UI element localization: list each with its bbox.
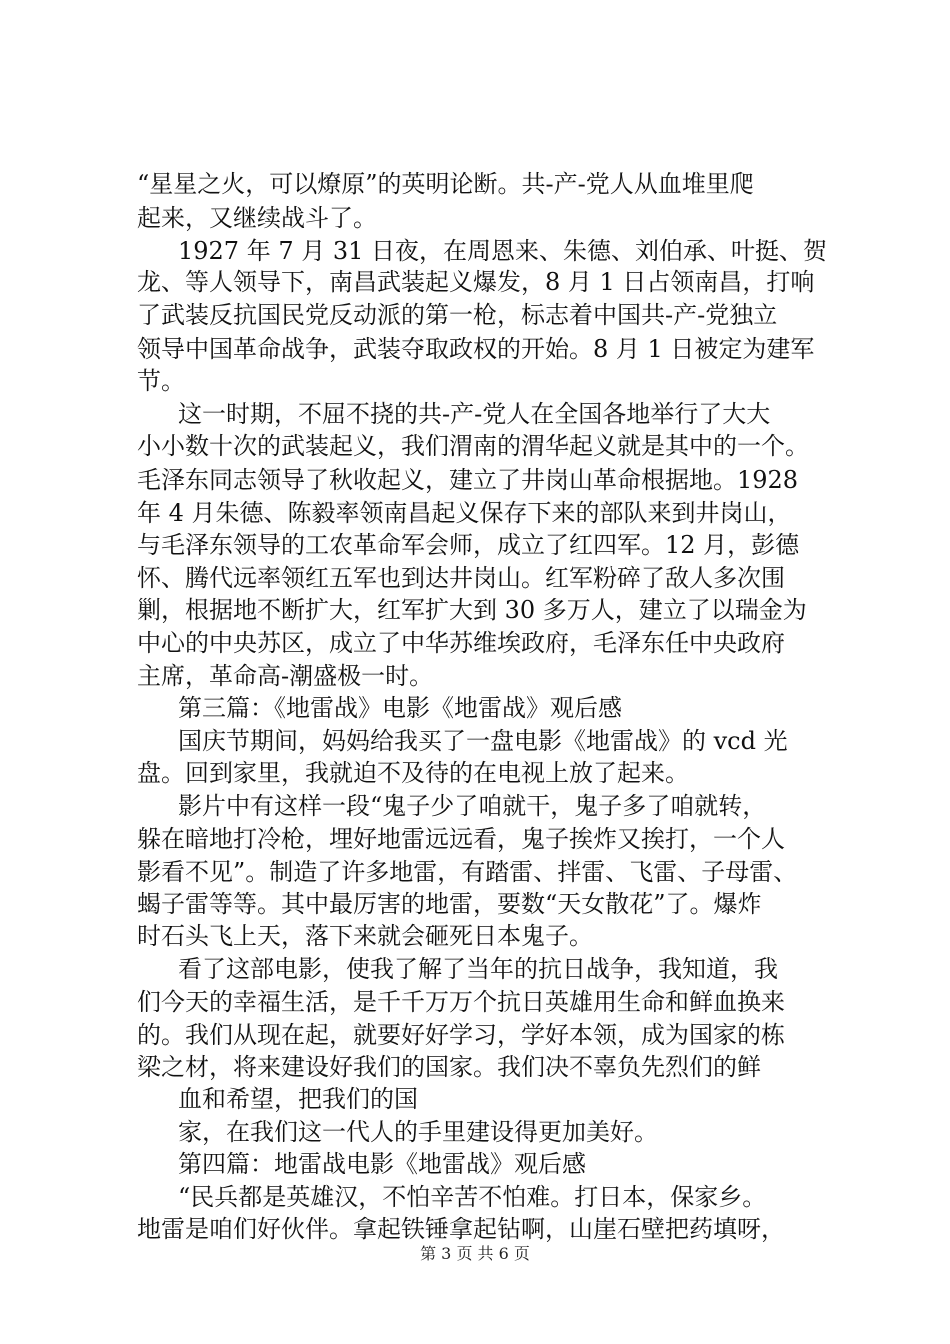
body-text-line: 中心的中央苏区，成立了中华苏维埃政府，毛泽东任中央政府	[137, 629, 785, 657]
body-text-line: 影片中有这样一段“鬼子少了咱就干，鬼子多了咱就转，	[178, 792, 767, 820]
body-text-line: 与毛泽东领导的工农革命军会师，成立了红四军。12 月，彭德	[137, 531, 800, 559]
body-text-line: 看了这部电影，使我了解了当年的抗日战争，我知道，我	[178, 955, 778, 983]
body-text-line: 影看不见”。制造了许多地雷，有踏雷、拌雷、飞雷、子母雷、	[137, 858, 798, 886]
body-text-line: 了武装反抗国民党反动派的第一枪，标志着中国共-产-党独立	[137, 301, 778, 329]
body-text-line: 年 4 月朱德、陈毅率领南昌起义保存下来的部队来到井岗山，	[137, 499, 792, 527]
page-footer: 第 3 页 共 6 页	[420, 1244, 530, 1263]
body-text-line: 小小数十次的武装起义，我们渭南的渭华起义就是其中的一个。	[137, 432, 809, 460]
body-text-line: “民兵都是英雄汉，不怕辛苦不怕难。打日本，保家乡。	[178, 1183, 767, 1211]
body-text-line: 怀、腾代远率领红五军也到达井岗山。红军粉碎了敌人多次围	[137, 564, 785, 592]
body-text-line: 时石头飞上天，落下来就会砸死日本鬼子。	[137, 922, 593, 950]
body-text-line: 节。	[137, 367, 185, 395]
body-text-line: 领导中国革命战争，武装夺取政权的开始。8 月 1 日被定为建军	[137, 335, 815, 363]
body-text-line: 们今天的幸福生活，是千千万万个抗日英雄用生命和鲜血换来	[137, 988, 785, 1016]
body-text-line: 家，在我们这一代人的手里建设得更加美好。	[178, 1118, 658, 1146]
body-text-line: 这一时期，不屈不挠的共-产-党人在全国各地举行了大大	[178, 400, 771, 428]
body-text-line: 地雷是咱们好伙伴。拿起铁锤拿起钻啊，山崖石壁把药填呀，	[137, 1215, 785, 1243]
body-text-line: 蝎子雷等等。其中最厉害的地雷，要数“天女散花”了。爆炸	[137, 890, 762, 918]
body-text-line: 躲在暗地打冷枪，埋好地雷远远看，鬼子挨炸又挨打，一个人	[137, 825, 785, 853]
body-text-line: 主席，革命高-潮盛极一时。	[137, 662, 434, 690]
body-text-line: 毛泽东同志领导了秋收起义，建立了井岗山革命根据地。1928	[137, 466, 799, 494]
body-text-line: 的。我们从现在起，就要好好学习，学好本领，成为国家的栋	[137, 1021, 785, 1049]
body-text-line: 起来，又继续战斗了。	[137, 204, 377, 232]
body-text-line: “星星之火，可以燎原”的英明论断。共-产-党人从血堆里爬	[137, 170, 754, 198]
body-text-line: 盘。回到家里，我就迫不及待的在电视上放了起来。	[137, 759, 689, 787]
section-heading: 第四篇：地雷战电影《地雷战》观后感	[178, 1150, 586, 1178]
body-text-line: 龙、等人领导下，南昌武装起义爆发，8 月 1 日占领南昌，打响	[137, 268, 815, 296]
section-heading: 第三篇：《地雷战》电影《地雷战》观后感	[178, 694, 622, 722]
body-text-line: 梁之材，将来建设好我们的国家。我们决不辜负先烈们的鲜	[137, 1053, 761, 1081]
body-text-line: 血和希望，把我们的国	[178, 1085, 418, 1113]
body-text-line: 1927 年 7 月 31 日夜，在周恩来、朱德、刘伯承、叶挺、贺	[178, 237, 828, 265]
body-text-line: 国庆节期间，妈妈给我买了一盘电影《地雷战》的 vcd 光	[178, 727, 788, 755]
body-text-line: 剿，根据地不断扩大，红军扩大到 30 多万人，建立了以瑞金为	[137, 596, 807, 624]
